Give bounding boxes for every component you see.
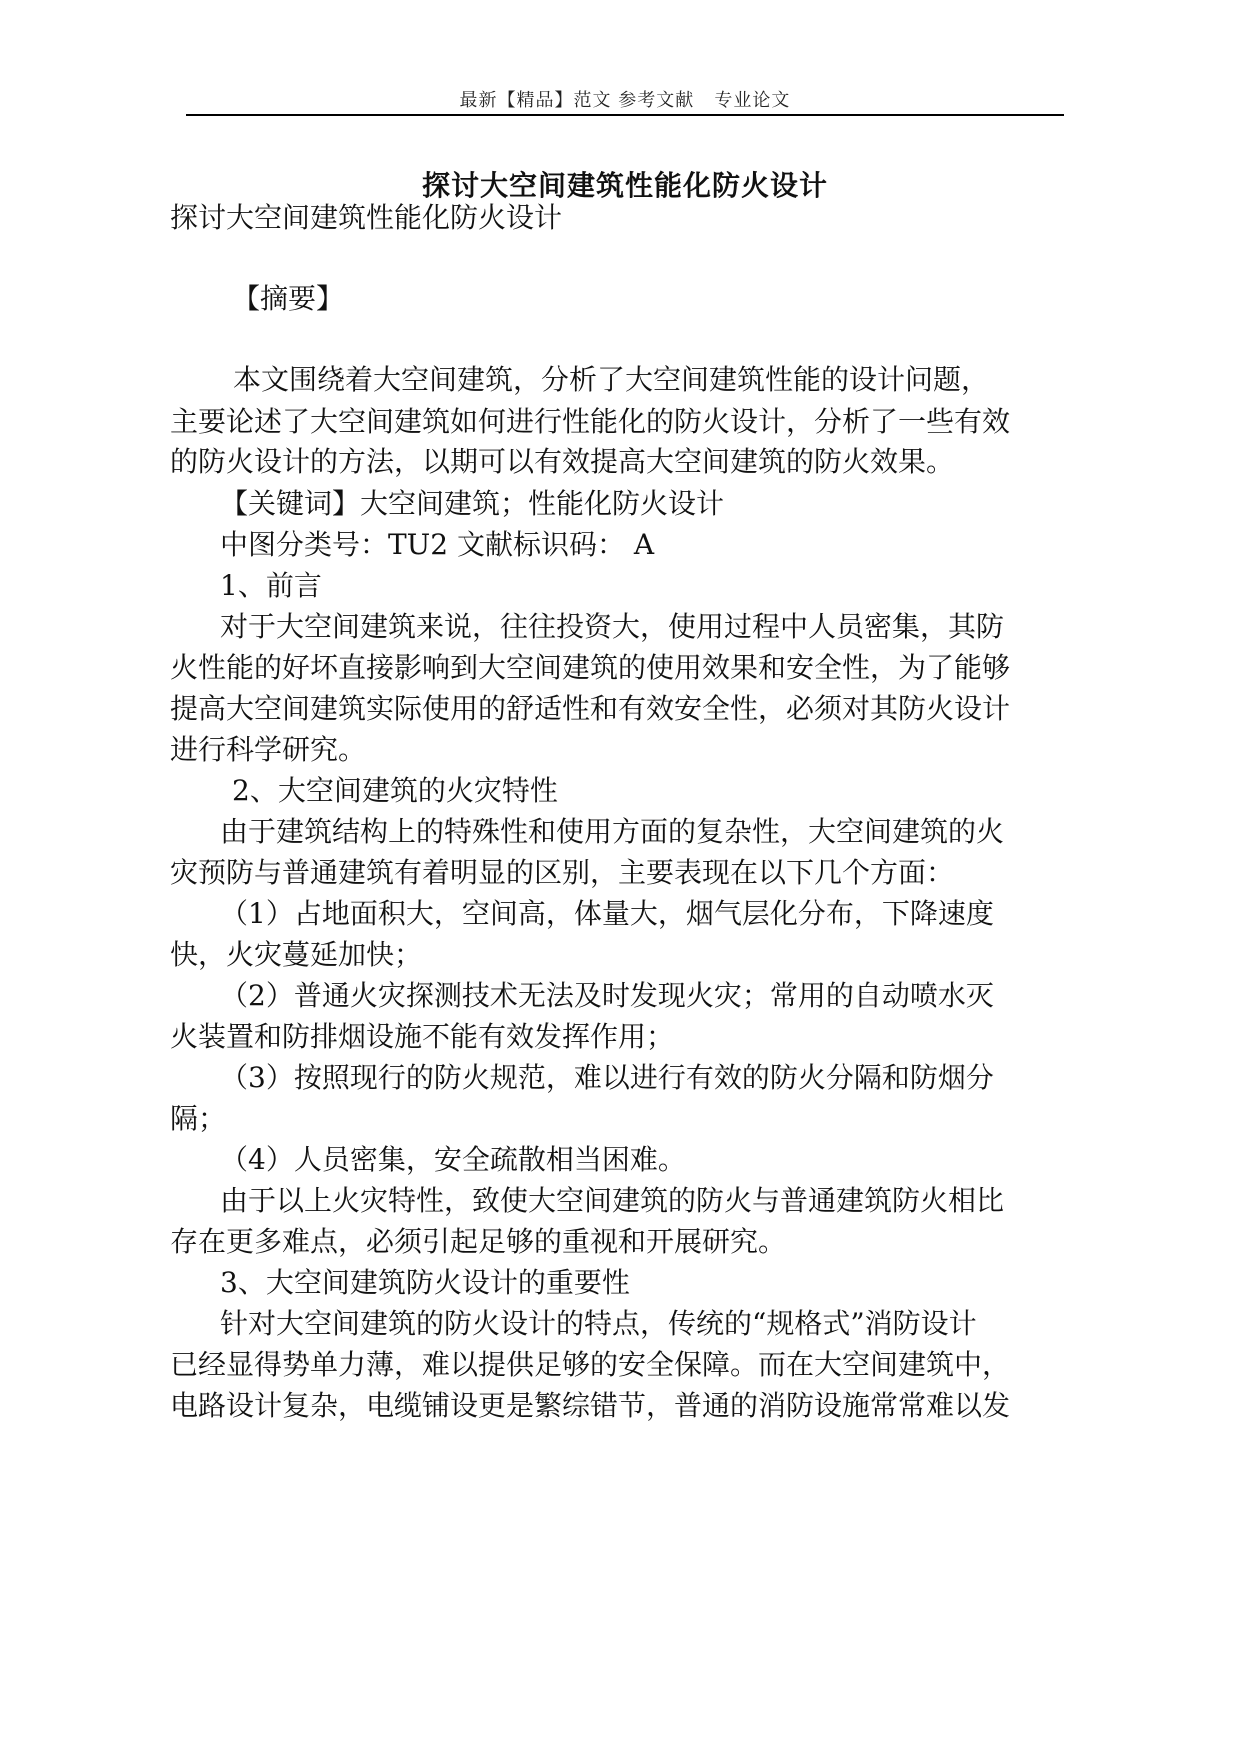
running-header: 最新【精品】范文 参考文献 专业论文 — [459, 90, 791, 111]
list-item: （3）按照现行的防火规范，难以进行有效的防火分隔和防烟分 — [220, 1061, 994, 1094]
list-item-continuation: 快，火灾蔓延加快； — [170, 938, 423, 971]
list-item-continuation: 火装置和防排烟设施不能有效发挥作用； — [170, 1020, 675, 1053]
abstract-heading: 【摘要】 — [232, 282, 345, 315]
body-line: 已经显得势单力薄，难以提供足够的安全保障。而在大空间建筑中， — [170, 1348, 1011, 1381]
list-item: （2）普通火灾探测技术无法及时发现火灾；常用的自动喷水灭 — [220, 979, 994, 1012]
section-heading: 2、大空间建筑的火灾特性 — [232, 774, 558, 807]
body-line: 主要论述了大空间建筑如何进行性能化的防火设计，分析了一些有效 — [170, 405, 1011, 438]
list-item-continuation: 隔； — [170, 1102, 227, 1135]
body-line: 对于大空间建筑来说，往往投资大，使用过程中人员密集，其防 — [220, 610, 1005, 643]
body-line: 灾预防与普通建筑有着明显的区别，主要表现在以下几个方面： — [170, 856, 955, 889]
section-heading: 1、前言 — [220, 569, 322, 602]
body-line: 电路设计复杂，电缆铺设更是繁综错节，普通的消防设施常常难以发 — [170, 1389, 1011, 1422]
body-line: 由于以上火灾特性，致使大空间建筑的防火与普通建筑防火相比 — [220, 1184, 1005, 1217]
document-title: 探讨大空间建筑性能化防火设计 — [421, 169, 828, 202]
body-line: 火性能的好坏直接影响到大空间建筑的使用效果和安全性，为了能够 — [170, 651, 1011, 684]
document-subtitle: 探讨大空间建筑性能化防火设计 — [170, 201, 563, 234]
body-line: 进行科学研究。 — [170, 733, 367, 766]
body-line: 提高大空间建筑实际使用的舒适性和有效安全性，必须对其防火设计 — [170, 692, 1011, 725]
body-line: 存在更多难点，必须引起足够的重视和开展研究。 — [170, 1225, 787, 1258]
body-line: 本文围绕着大空间建筑，分析了大空间建筑性能的设计问题， — [233, 363, 990, 396]
body-line: 由于建筑结构上的特殊性和使用方面的复杂性，大空间建筑的火 — [220, 815, 1005, 848]
header-divider — [186, 114, 1064, 116]
list-item: （1）占地面积大，空间高，体量大，烟气层化分布，下降速度 — [220, 897, 994, 930]
keywords-line: 【关键词】大空间建筑；性能化防火设计 — [220, 487, 725, 520]
list-item: （4）人员密集，安全疏散相当困难。 — [220, 1143, 686, 1176]
section-heading: 3、大空间建筑防火设计的重要性 — [220, 1266, 630, 1299]
body-line: 针对大空间建筑的防火设计的特点，传统的“规格式”消防设计 — [220, 1307, 977, 1340]
classification-line: 中图分类号：TU2 文献标识码： A — [220, 528, 655, 561]
body-line: 的防火设计的方法，以期可以有效提高大空间建筑的防火效果。 — [170, 445, 955, 478]
